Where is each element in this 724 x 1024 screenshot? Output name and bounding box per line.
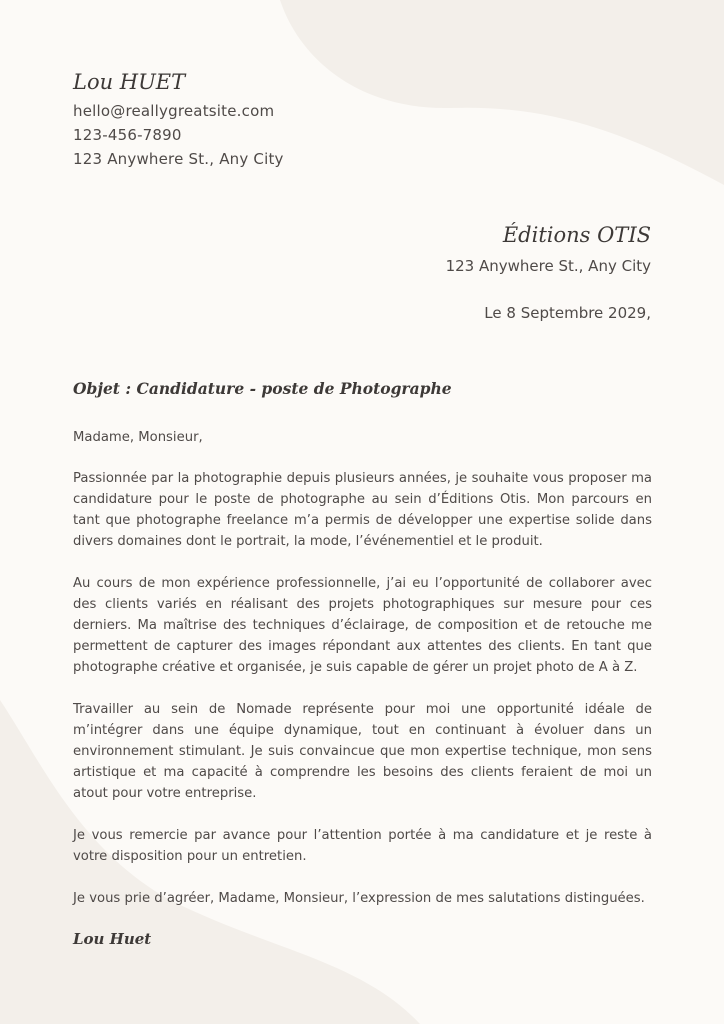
letter-date: Le 8 Septembre 2029,	[484, 304, 651, 322]
closing-line: Je vous prie d’agréer, Madame, Monsieur, l’expression de mes salutations distinguées.	[73, 891, 645, 906]
sender-name: Lou HUET	[73, 70, 186, 94]
paragraph-1: Passionnée par la photographie depuis plusieurs années, je souhaite vous proposer ma candidature pour le poste de photographe au sein d’Éditions Otis. Mon parcours en tant que photographe freelance m’a permis de développer une expertise solide dans divers domaines dont le portrait, la mode, l’événementiel et le produit.	[73, 471, 652, 549]
letter-subject: Objet : Candidature - poste de Photographe	[73, 379, 452, 398]
sender-address: 123 Anywhere St., Any City	[73, 150, 284, 168]
recipient-address: 123 Anywhere St., Any City	[445, 257, 651, 275]
signature: Lou Huet	[73, 930, 152, 948]
sender-email: hello@reallygreatsite.com	[73, 102, 275, 120]
paragraph-2: Au cours de mon expérience professionnelle, j’ai eu l’opportunité de collaborer avec des clients variés en réalisant des projets photographiques sur mesure pour ces derniers. Ma maîtrise des techniques d’éclairage, de composition et de retouche me permettent de capturer des images répondant aux attentes des clients. En tant que photographe créative et organisée, je suis capable de gérer un projet photo de A à Z.	[73, 576, 652, 675]
sender-phone: 123-456-7890	[73, 126, 182, 144]
recipient-name: Éditions OTIS	[502, 223, 651, 247]
salutation: Madame, Monsieur,	[73, 430, 203, 445]
paragraph-3: Travailler au sein de Nomade représente pour moi une opportunité idéale de m’intégrer dans une équipe dynamique, tout en continuant à évoluer dans un environnement stimulant. Je suis convaincue que mon expertise technique, mon sens artistique et ma capacité à comprendre les besoins des clients feraient de moi un atout pour votre entreprise.	[73, 702, 652, 801]
paragraph-4: Je vous remercie par avance pour l’attention portée à ma candidature et je reste à votre disposition pour un entretien.	[73, 828, 652, 864]
